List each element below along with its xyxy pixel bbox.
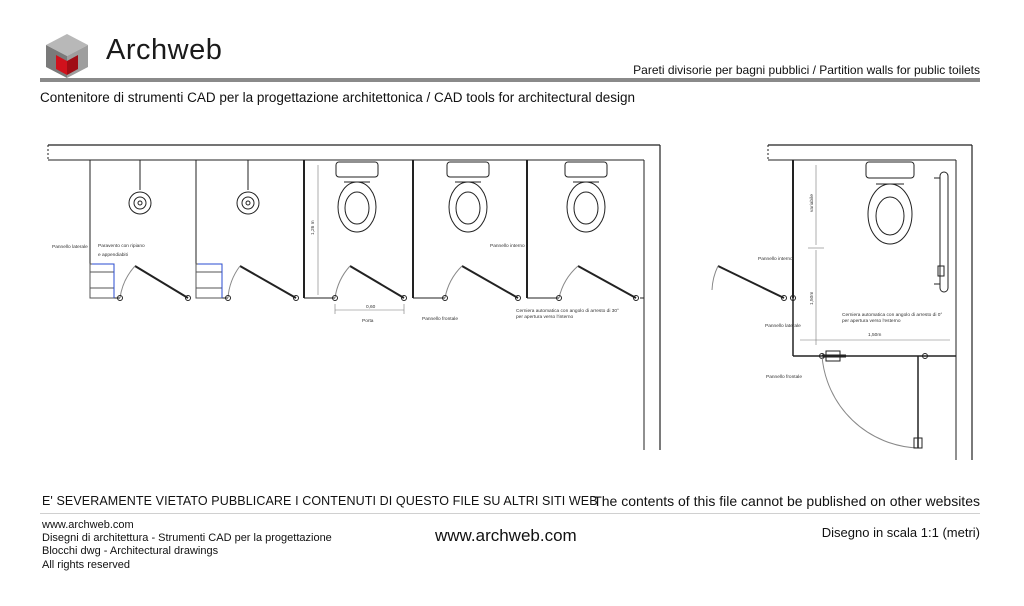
- label-cerniera-left: Cerniera automatica con angolo di arresto di 30°: [516, 309, 619, 314]
- label-pannello-interno-left: Pannello interno: [490, 244, 525, 249]
- footer-line: All rights reserved: [42, 558, 131, 571]
- page-subtitle: Contenitore di strumenti CAD per la progettazione architettonica / CAD tools for architectural design: [40, 90, 636, 105]
- label-pannello-frontale-right: Pannello frontale: [766, 375, 803, 380]
- label-cerniera-right-2: per apertura verso l'esterno: [842, 319, 901, 324]
- dim-vertical-right-2: 1,50m: [810, 291, 815, 305]
- label-pannello-laterale-left: Pannello laterale: [52, 245, 88, 250]
- dim-060: 0,60: [366, 305, 376, 310]
- label-pannello-laterale-right: Pannello laterale: [765, 324, 801, 329]
- footer-info: [42, 519, 332, 572]
- dim-vertical-left: 1,26 m: [311, 220, 316, 235]
- label-paravento: Paravento con ripiano: [98, 244, 145, 249]
- footer-scale: Disegno in scala 1:1 (metri): [821, 525, 980, 540]
- label-paravento-2: e appendiabiti: [98, 253, 128, 258]
- label-pannello-interno-right: Pannello interno: [758, 257, 793, 262]
- label-cerniera-left-2: per apertura verso l'interno: [516, 315, 574, 320]
- warning-english: The contents of this file cannot be published on other websites: [593, 493, 980, 509]
- footer-line: Blocchi dwg - Architectural drawings: [42, 545, 219, 558]
- dim-horizontal-right: 1,50m: [868, 333, 882, 338]
- label-cerniera-right: Cerniera automatica con angolo di arresto di 0°: [842, 313, 943, 318]
- footer-line: Disegni di architettura - Strumenti CAD per la progettazione: [42, 532, 332, 545]
- footer-divider: [40, 513, 980, 514]
- label-porta: Porta: [362, 319, 374, 324]
- footer-website: www.archweb.com: [435, 526, 577, 545]
- brand-name: Archweb: [106, 34, 223, 66]
- drawing-title: Pareti divisorie per bagni pubblici / Partition walls for public toilets: [633, 63, 980, 77]
- dim-vertical-right-1: variabile: [810, 194, 815, 212]
- warning-italian: E' SEVERAMENTE VIETATO PUBBLICARE I CONTENUTI DI QUESTO FILE SU ALTRI SITI WEB: [42, 494, 598, 508]
- footer-line: www.archweb.com: [42, 519, 134, 531]
- label-pannello-frontale-left: Pannello frontale: [422, 317, 459, 322]
